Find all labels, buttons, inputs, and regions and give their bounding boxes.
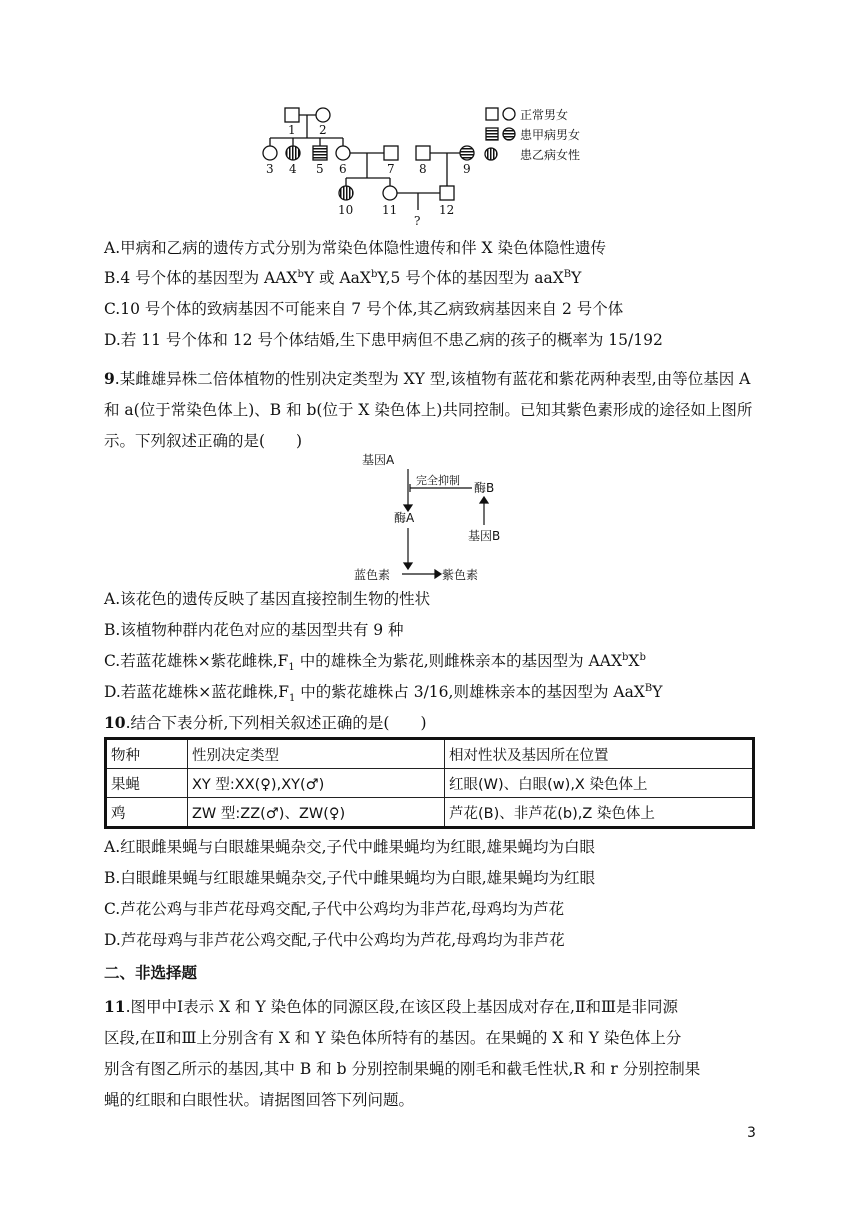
table-header: 性别决定类型 [188,739,445,769]
ind-9 [460,146,474,160]
q10-option-b: B.白眼雌果蝇与红眼雄果蝇杂交,子代中雌果蝇均为白眼,雄果蝇均为红眼 [104,869,596,887]
label-6: 6 [339,162,347,176]
table-cell: 芦花(B)、非芦花(b),Z 染色体上 [445,798,754,828]
q9-option-a: A.该花色的遗传反映了基因直接控制生物的性状 [104,590,431,608]
table-header: 物种 [106,739,188,769]
section-heading: 二、非选择题 [104,964,198,982]
pedigree-figure [250,100,610,230]
q10-stem: 10.结合下表分析,下列相关叙述正确的是( ) [104,713,427,732]
gene-b-label: 基因B [468,529,501,543]
legend-normal: 正常男女 [520,108,569,122]
q9-option-d: D.若蓝花雄株×蓝花雌株$,F_1$ 中的紫花雄株占 3/16,则雄株亲本的基因型为 AaX$^B$Y [104,682,663,705]
legend-disease-a: 患甲病男女 [520,128,581,142]
enzyme-a-label: 酶A [394,511,415,525]
ind-10 [339,186,353,200]
table-header: 相对性状及基因所在位置 [445,739,754,769]
table-cell: ZW 型:ZZ(♂)、ZW(♀) [188,798,445,828]
ind-7 [384,146,398,160]
enzyme-b-label: 酶B [474,481,495,495]
pigment-pathway-figure [340,450,540,582]
ind-4 [286,146,300,160]
table-row [106,798,754,828]
label-2: 2 [319,123,327,137]
table-cell: XY 型:XX(♀),XY(♂) [188,769,445,798]
q10-option-c: C.芦花公鸡与非芦花母鸡交配,子代中公鸡均为非芦花,母鸡均为芦花 [104,900,565,918]
q8-option-a: A.甲病和乙病的遗传方式分别为常染色体隐性遗传和伴 X 染色体隐性遗传 [104,239,607,257]
table-header-row [106,739,754,769]
label-7: 7 [387,162,395,176]
table-cell: 果蝇 [106,769,188,798]
ind-8 [416,146,430,160]
q8-option-d: D.若 11 号个体和 12 号个体结婚,生下患甲病但不患乙病的孩子的概率为 15/192 [104,331,663,349]
ind-12 [440,186,454,200]
label-10: 10 [338,203,354,217]
q11-line-1: 11.图甲中Ⅰ表示 X 和 Y 染色体的同源区段,在该区段上基因成对存在,Ⅱ和Ⅲ是非同源 [104,997,678,1016]
blue-pigment-label: 蓝色素 [354,568,391,582]
purple-pigment-label: 紫色素 [442,568,479,582]
table-cell: 鸡 [106,798,188,828]
gene-a-label: 基因A [362,453,395,467]
label-offspring: ? [414,214,421,228]
q8-option-c: C.10 号个体的致病基因不可能来自 7 号个体,其乙病致病基因来自 2 号个体 [104,300,624,318]
ind-6 [336,146,350,160]
table-cell: 红眼(W)、白眼(w),X 染色体上 [445,769,754,798]
q11-line-4: 蝇的红眼和白眼性状。请据图回答下列问题。 [104,1091,415,1109]
label-1: 1 [288,123,296,137]
label-5: 5 [316,162,324,176]
label-3: 3 [266,162,274,176]
q9-option-b: B.该植物种群内花色对应的基因型共有 9 种 [104,621,404,639]
q10-option-a: A.红眼雌果蝇与白眼雄果蝇杂交,子代中雌果蝇均为红眼,雄果蝇均为白眼 [104,838,595,856]
q8-option-b: B.4 号个体的基因型为 AAX$^b$Y 或 AaX$^b$Y,5 号个体的基因型为 aaX$^B$Y [104,268,582,287]
ind-11 [383,186,397,200]
ind-1 [285,108,299,122]
legend-disease-b: 患乙病女性 [520,148,581,162]
label-12: 12 [439,203,455,217]
label-11: 11 [382,203,398,217]
label-8: 8 [419,162,427,176]
label-9: 9 [463,162,471,176]
inhibit-label: 完全抑制 [416,474,460,487]
q9-option-c: C.若蓝花雄株×紫花雌株$,F_1$ 中的雄株全为紫花,则雌株亲本的基因型为 $AAX^bX^b$ [104,651,646,674]
table-row [106,769,754,798]
label-4: 4 [289,162,297,176]
q9-stem: 9.某雌雄异株二倍体植物的性别决定类型为 XY 型,该植物有蓝花和紫花两种表型,由等位基因 A 和 a(位于常染色体上)、B 和 b(位于 X 染色体上)共同控制。已知其紫色素形成的途径如上图所示。下列叙述正确的是( ) [104,369,753,450]
genetics-table [104,737,755,829]
ind-5 [313,146,327,160]
q10-option-d: D.芦花母鸡与非芦花公鸡交配,子代中公鸡均为芦花,母鸡均为非芦花 [104,931,565,949]
q11-line-3: 别含有图乙所示的基因,其中 B 和 b 分别控制果蝇的刚毛和截毛性状,R 和 r 分别控制果 [104,1060,701,1078]
q11-line-2: 区段,在Ⅱ和Ⅲ上分别含有 X 和 Y 染色体所特有的基因。在果蝇的 X 和 Y 染色体上分 [104,1029,682,1047]
ind-3 [263,146,277,160]
page-number: 3 [747,1125,756,1141]
ind-2 [316,108,330,122]
